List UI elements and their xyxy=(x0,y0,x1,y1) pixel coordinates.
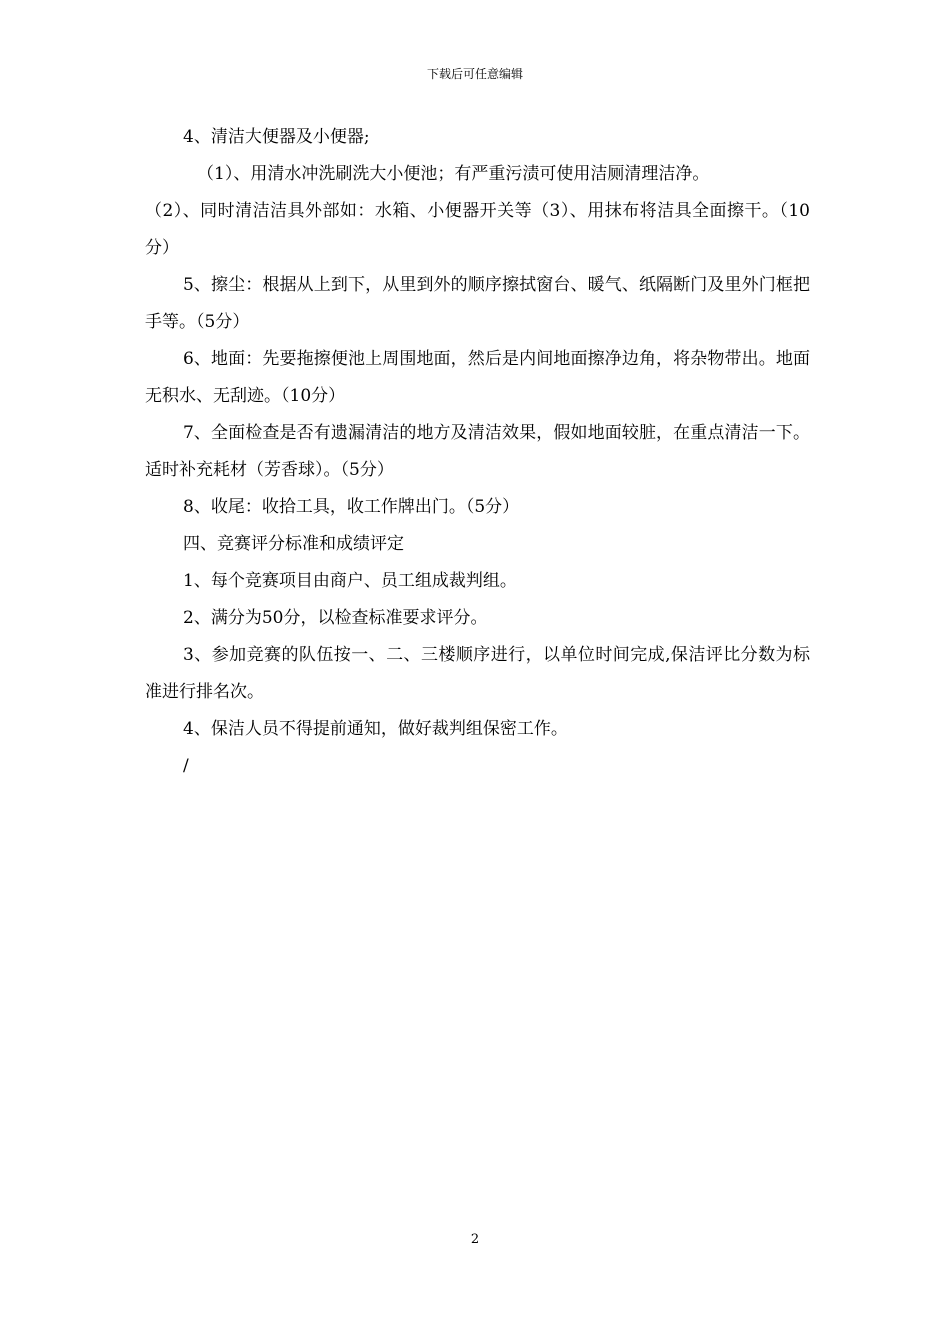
paragraph-item-4: 4、清洁大便器及小便器; xyxy=(183,127,370,147)
paragraph-rule-3: 3、参加竞赛的队伍按一、二、三楼顺序进行，以单位时间完成,保洁评比分数为标准进行排名次。 xyxy=(145,645,810,702)
document-body xyxy=(145,119,810,785)
section-heading: 四、竞赛评分标准和成绩评定 xyxy=(183,534,404,554)
paragraph-rule-1: 1、每个竞赛项目由商户、员工组成裁判组。 xyxy=(183,571,517,591)
paragraph-sub-2: （2）、同时清洁洁具外部如：水箱、小便器开关等（3）、用抹布将洁具全面擦干。（10分） xyxy=(145,201,810,258)
paragraph-item-8: 8、收尾：收拾工具，收工作牌出门。（5分） xyxy=(183,497,520,517)
paragraph-rule-4: 4、保洁人员不得提前通知，做好裁判组保密工作。 xyxy=(183,719,568,739)
page-header: 下载后可任意编辑 xyxy=(426,67,523,81)
paragraph-rule-2: 2、满分为50分，以检查标准要求评分。 xyxy=(183,608,488,628)
paragraph-item-5: 5、擦尘：根据从上到下，从里到外的顺序擦拭窗台、暖气、纸隔断门及里外门框把手等。（5分） xyxy=(145,275,810,332)
page-number: 2 xyxy=(470,1232,480,1247)
paragraph-item-7: 7、全面检查是否有遗漏清洁的地方及清洁效果，假如地面较脏，在重点清洁一下。适时补充耗材（芳香球）。（5分） xyxy=(145,423,810,480)
paragraph-item-6: 6、地面：先要拖擦便池上周围地面，然后是内间地面擦净边角，将杂物带出。地面无积水、无刮迹。（10分） xyxy=(145,349,810,406)
paragraph-sub-1: （1）、用清水冲洗刷洗大小便池；有严重污渍可使用洁厕清理洁净。 xyxy=(197,164,710,184)
trailing-slash: / xyxy=(183,756,189,776)
